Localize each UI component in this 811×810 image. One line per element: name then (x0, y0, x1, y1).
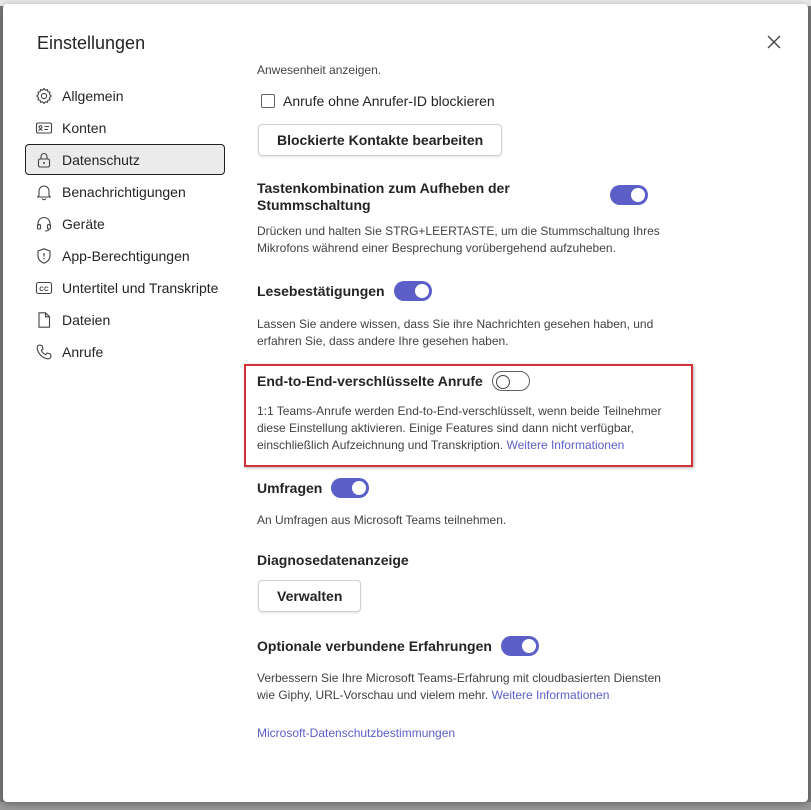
mute-shortcut-toggle[interactable] (610, 185, 648, 205)
diagnostics-title: Diagnosedatenanzeige (257, 552, 409, 568)
block-calls-label: Anrufe ohne Anrufer-ID blockieren (283, 93, 495, 109)
read-receipts-row (257, 281, 432, 301)
connected-experiences-description-text: Verbessern Sie Ihre Microsoft Teams-Erfahrung mit cloudbasierten Diensten wie Giphy, URL-Vorschau und vielem mehr. (257, 671, 661, 702)
surveys-title: Umfragen (257, 479, 323, 496)
read-receipts-title: Lesebestätigungen (257, 282, 385, 299)
background-app-footer (0, 802, 811, 810)
nav-item-notifications[interactable] (25, 176, 225, 207)
connected-experiences-row (257, 636, 539, 656)
nav-label: Benachrichtigungen (62, 183, 186, 200)
nav-label: Untertitel und Transkripte (62, 279, 219, 296)
connected-experiences-description (257, 670, 667, 704)
close-button[interactable] (762, 30, 786, 54)
surveys-description: An Umfragen aus Microsoft Teams teilnehmen. (257, 513, 507, 527)
e2e-calls-row (257, 371, 530, 391)
surveys-toggle[interactable] (331, 478, 369, 498)
phone-icon (35, 343, 53, 361)
nav-label: App-Berechtigungen (62, 247, 190, 264)
bell-icon (35, 183, 53, 201)
mute-shortcut-title: Tastenkombination zum Aufheben der Stummschaltung (257, 180, 510, 213)
e2e-calls-description (257, 403, 672, 454)
settings-dialog (3, 4, 808, 802)
e2e-calls-toggle[interactable] (492, 371, 530, 391)
dialog-title: Einstellungen (37, 33, 146, 53)
nav-item-privacy[interactable] (25, 144, 225, 175)
nav-item-app-permissions[interactable] (25, 240, 225, 271)
connected-experiences-toggle[interactable] (501, 636, 539, 656)
presence-text: Anwesenheit anzeigen. (257, 63, 382, 77)
privacy-statement-link[interactable]: Microsoft-Datenschutzbestimmungen (257, 726, 456, 740)
nav-item-general[interactable] (25, 80, 225, 111)
nav-label: Geräte (62, 215, 105, 232)
nav-item-calls[interactable] (25, 336, 225, 367)
nav-item-files[interactable] (25, 304, 225, 335)
e2e-calls-description-text: 1:1 Teams-Anrufe werden End-to-End-verschlüsselt, wenn beide Teilnehmer diese Einstellung aktivieren. Einige Features sind dann nicht verfügbar, einschließlich Aufzeichnung und Transkription. (257, 404, 662, 452)
read-receipts-description: Lassen Sie andere wissen, dass Sie ihre Nachrichten gesehen haben, und erfahren Sie, dass andere Ihre gesehen haben. (257, 317, 654, 348)
settings-nav (25, 80, 225, 368)
connected-experiences-title: Optionale verbundene Erfahrungen (257, 637, 492, 654)
mute-shortcut-description: Drücken und halten Sie STRG+LEERTASTE, um die Stummschaltung Ihres Mikrofons während einer Besprechung vorübergehend aufzuheben. (257, 224, 660, 255)
gear-icon (35, 87, 53, 105)
connected-experiences-learn-more-link[interactable]: Weitere Informationen (491, 688, 610, 702)
read-receipts-toggle[interactable] (394, 281, 432, 301)
blocked-contacts-button[interactable]: Blockierte Kontakte bearbeiten (258, 124, 502, 156)
nav-label: Datenschutz (62, 151, 140, 168)
file-icon (35, 311, 53, 329)
nav-item-accounts[interactable] (25, 112, 225, 143)
block-calls-checkbox[interactable] (261, 94, 275, 108)
e2e-learn-more-link[interactable]: Weitere Informationen (506, 438, 625, 452)
block-calls-row (261, 93, 495, 109)
nav-label: Anrufe (62, 343, 104, 360)
cc-icon (35, 279, 53, 297)
headset-icon (35, 215, 53, 233)
nav-label: Allgemein (62, 87, 124, 104)
close-icon (767, 35, 781, 49)
manage-diagnostics-button[interactable]: Verwalten (258, 580, 361, 612)
nav-label: Dateien (62, 311, 111, 328)
nav-item-devices[interactable] (25, 208, 225, 239)
e2e-calls-title: End-to-End-verschlüsselte Anrufe (257, 372, 483, 389)
surveys-row (257, 478, 369, 498)
id-card-icon (35, 119, 53, 137)
nav-item-captions[interactable] (25, 272, 225, 303)
nav-label: Konten (62, 119, 107, 136)
shield-icon (35, 247, 53, 265)
lock-icon (35, 151, 53, 169)
svg-text:CC: CC (39, 285, 49, 293)
